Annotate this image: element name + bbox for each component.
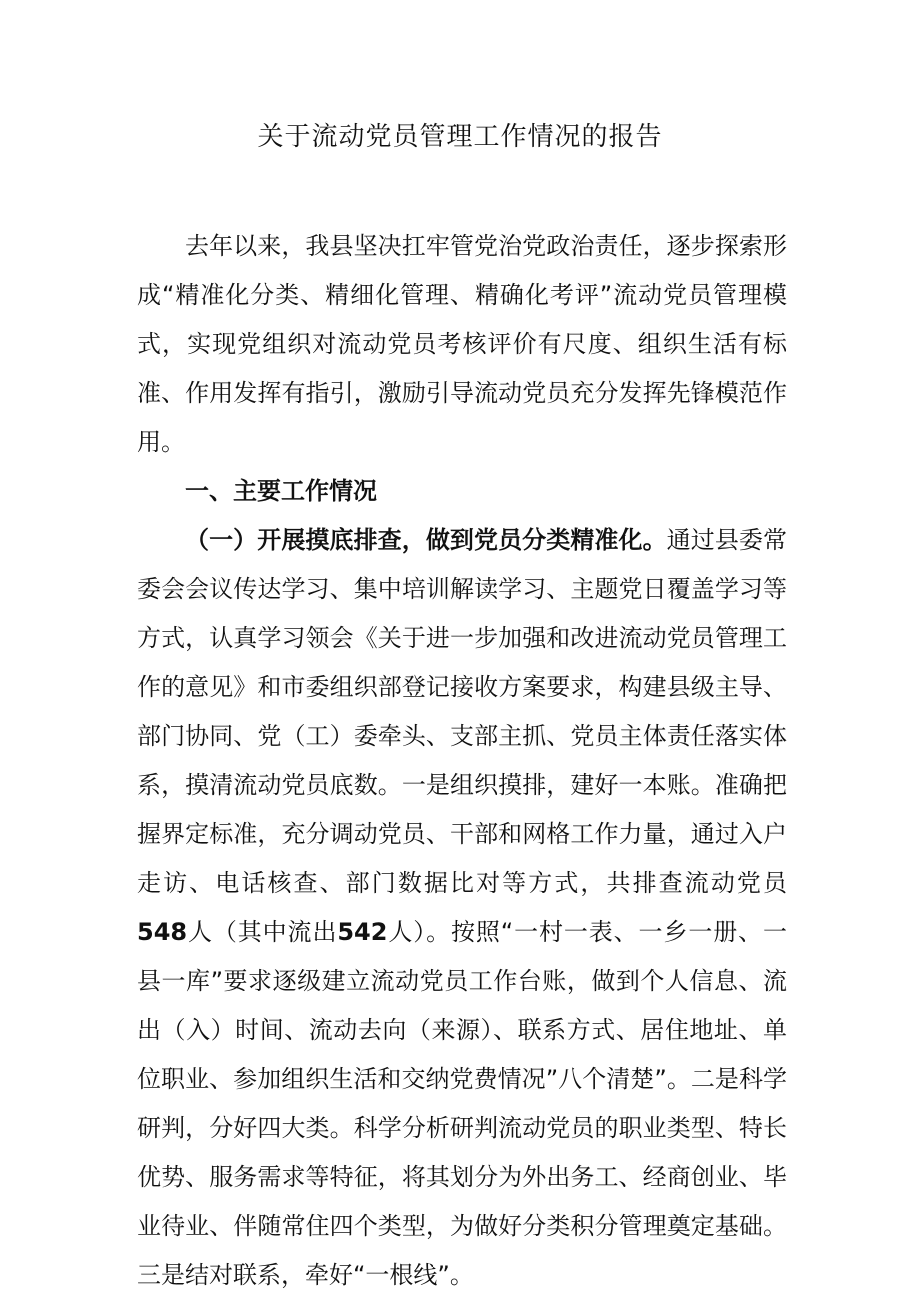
document-title: 关于流动党员管理工作情况的报告: [257, 122, 663, 152]
subsection-text-part-b: 人（其中流出: [187, 918, 338, 946]
document-body: [137, 222, 787, 1300]
subsection-text-part-c: 人）。按照“一村一表、一乡一册、一县一库”要求逐级建立流动党员工作台账，做到个人信息、流出（入）时间、流动去向（来源）、联系方式、居住地址、单位职业、参加组织生活和交纳党费情况”八个清楚”。二是科学研判，分好四大类。科学分析研判流动党员的职业类型、特长优势、服务需求等特征，将其划分为外出务工、经商创业、毕业待业、伴随常住四个类型，为做好分类积分管理奠定基础。三是结对联系，牵好“一根线”。: [137, 918, 788, 1289]
subsection-text-part-a: 通过县委常委会会议传达学习、集中培训解读学习、主题党日覆盖学习等方式，认真学习领会《关于进一步加强和改进流动党员管理工作的意见》和市委组织部登记接收方案要求，构建县级主导、部门协同、党（工）委牵头、支部主抓、党员主体责任落实体系，摸清流动党员底数。一是组织摸排，建好一本账。准确把握界定标准，充分调动党员、干部和网格工作力量，通过入户走访、电话核查、部门数据比对等方式，共排查流动党员: [137, 526, 788, 897]
section-heading-main-work: 一、主要工作情况: [185, 477, 377, 505]
count-outflow-members: 542: [337, 918, 388, 946]
subsection-paragraph-survey: [137, 516, 787, 1300]
intro-paragraph: 去年以来，我县坚决扛牢管党治党政治责任，逐步探索形成“精准化分类、精细化管理、精确化考评”流动党员管理模式，实现党组织对流动党员考核评价有尺度、组织生活有标准、作用发挥有指引，激励引导流动党员充分发挥先锋模范作用。: [137, 232, 787, 456]
count-total-members: 548: [137, 918, 188, 946]
subsection-heading-survey: （一）开展摸底排查，做到党员分类精准化。: [185, 526, 667, 554]
